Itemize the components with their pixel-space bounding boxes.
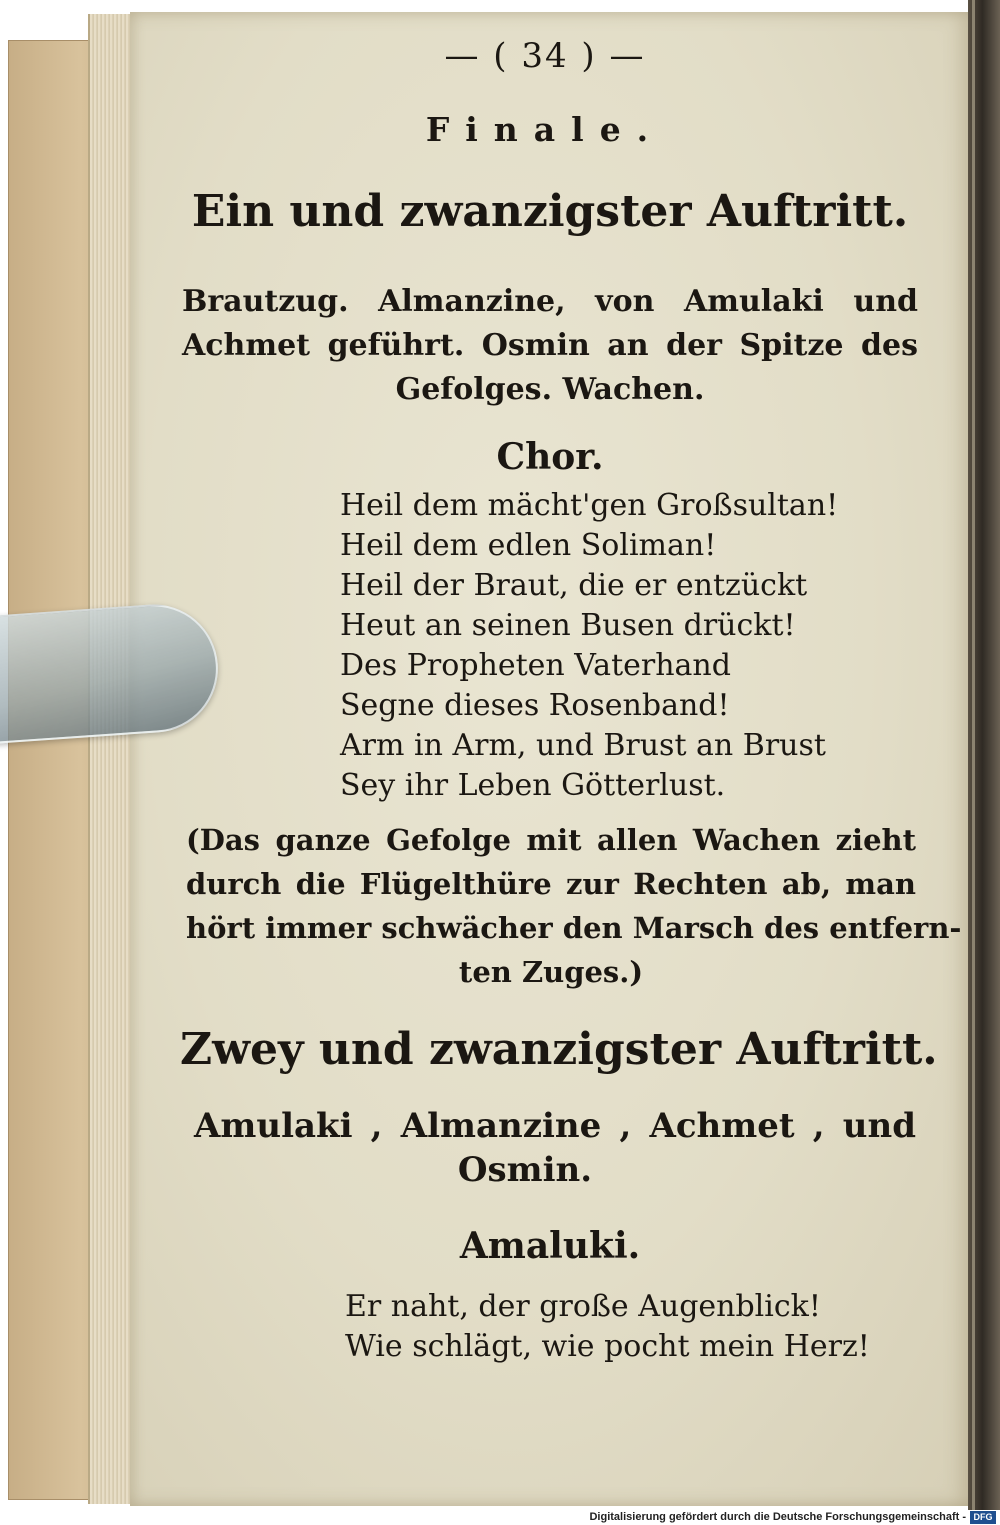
page-number: — ( 34 ) — — [444, 36, 646, 76]
scene-heading: Zwey und zwanzigster Auftritt. — [180, 1024, 938, 1075]
section-title-finale: Finale. — [425, 110, 665, 149]
verse-block — [340, 486, 900, 806]
verse-line: Des Propheten Vaterhand — [340, 648, 731, 683]
verse-line: Heil der Braut, die er entzückt — [340, 568, 808, 603]
dfg-logo-icon: DFG — [970, 1511, 996, 1524]
scene-heading: Ein und zwanzigster Auftritt. — [191, 186, 909, 237]
character-line: Osmin. — [457, 1150, 593, 1190]
footer-bar — [0, 1510, 1000, 1525]
stage-direction-line: Gefolges. Wachen. — [395, 372, 705, 407]
exit-direction — [186, 818, 962, 994]
stage-direction-line: Achmet geführt. Osmin an der Spitze des — [182, 328, 918, 363]
speaker-name: Chor. — [496, 436, 604, 478]
speaker-name: Amaluki. — [459, 1225, 641, 1267]
funding-credit: Digitalisierung gefördert durch die Deutsche Forschungsgemeinschaft - — [589, 1511, 966, 1523]
character-list — [194, 1104, 916, 1192]
verse-line: Arm in Arm, und Brust an Brust — [340, 728, 826, 763]
verse-line: Heut an seinen Busen drückt! — [340, 608, 796, 643]
verse-line: Wie schlägt, wie pocht mein Herz! — [345, 1329, 870, 1364]
verse-block — [345, 1287, 905, 1367]
verse-line: Sey ihr Leben Götterlust. — [340, 768, 726, 803]
direction-line: durch die Flügelthüre zur Rechten ab, man — [186, 867, 916, 901]
stage-direction — [182, 280, 918, 412]
stage-direction-line: Brautzug. Almanzine, von Amulaki und — [182, 284, 918, 319]
direction-line: (Das ganze Gefolge mit allen Wachen zieht — [186, 823, 916, 857]
gutter-edge — [972, 0, 975, 1510]
character-line: Amulaki , Almanzine , Achmet , und — [194, 1106, 916, 1146]
verse-line: Segne dieses Rosenband! — [340, 688, 730, 723]
direction-line: hört immer schwächer den Marsch des entfern- — [186, 911, 962, 945]
direction-line: ten Zuges.) — [458, 955, 644, 989]
verse-line: Er naht, der große Augenblick! — [345, 1289, 821, 1324]
verse-line: Heil dem mächt'gen Großsultan! — [340, 488, 839, 523]
verse-line: Heil dem edlen Soliman! — [340, 528, 717, 563]
